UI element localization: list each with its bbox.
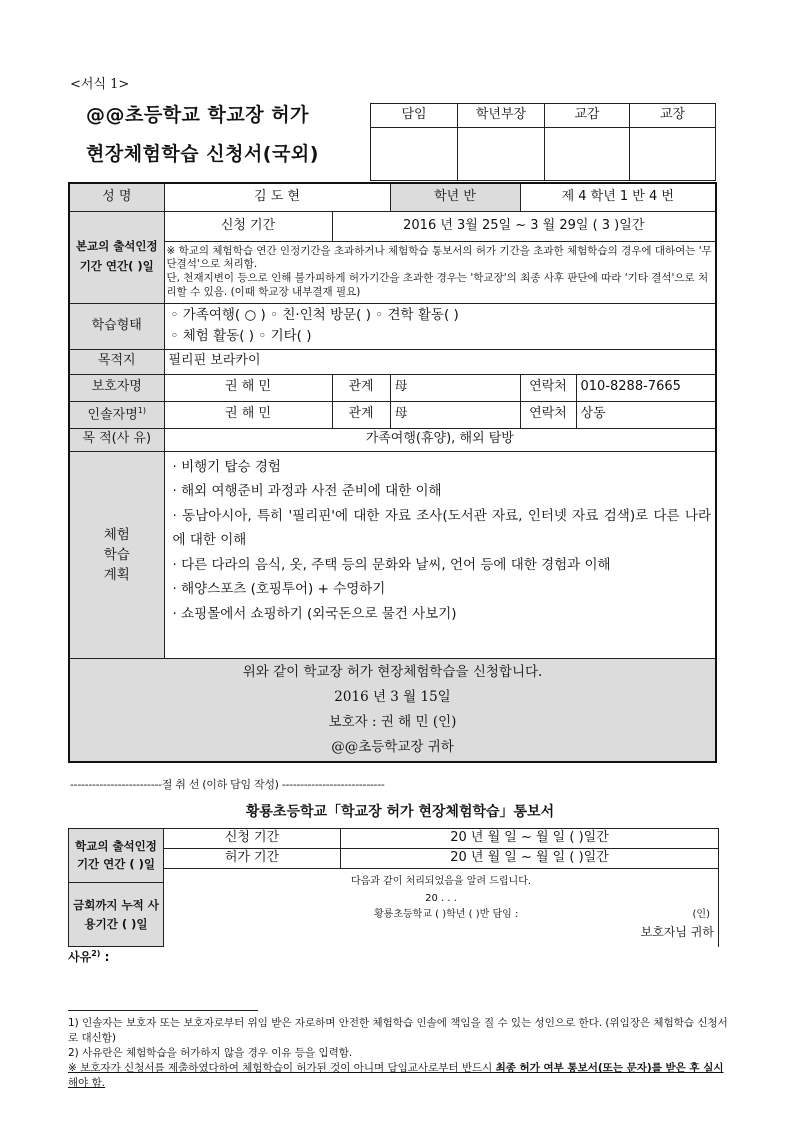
declaration-recipient: @@초등학교장 귀하 [331,738,454,755]
plan-item-5: · 해양스포츠 (호핑투어) + 수영하기 [172,581,386,597]
reason-footnote-ref: 2) [91,949,101,958]
escort-contact[interactable]: 상동 [576,401,716,428]
footnote-3 [68,1061,733,1091]
guardian-signature: 보호자 : 권 해 민 (인) [328,713,457,730]
name-label: 성 명 [69,183,164,211]
title-line1: @@초등학교 학교장 허가 [86,104,309,126]
notice-title: 황룡초등학교「학교장 허가 현장체험학습」통보서 [245,804,555,820]
destination-value[interactable]: 필리핀 보라카이 [164,349,716,374]
notice-request-label: 신청 기간 [164,829,341,849]
footnotes [68,1016,733,1091]
notice-permit-label: 허가 기간 [164,849,341,869]
escort-relation-label: 관계 [332,401,390,428]
purpose-value[interactable]: 가족여행(휴양), 해외 탐방 [164,428,716,451]
approval-table [370,103,716,181]
declaration-date: 2016 년 3 월 15일 [334,688,451,705]
sign-box-principal[interactable] [630,128,716,181]
attendance-notice [164,241,716,303]
notice-teacher-line [168,909,714,922]
escort-footnote-ref: 1) [137,405,146,415]
learning-type-options[interactable] [164,303,716,349]
notice-attendance-label: 학교의 출석인정 기간 연간 ( )일 [69,829,164,883]
approver-homeroom: 담임 [371,104,458,128]
purpose-label: 목 적(사 유) [69,428,164,451]
footnote-1: 1) 인솔자는 보호자 또는 보호자로부터 위임 받은 자로하며 안전한 체험학습 인솔에 책임을 질 수 있는 성인으로 한다. (위임장은 체험학습 신청서로 대신함) [68,1017,728,1044]
form-label: <서식 1> [70,77,130,92]
plan-item-3: · 동남아시아, 특히 '필리핀'에 대한 자료 조사(도서관 자료, 인터넷 자료 검색)로 다른 나라에 대한 이해 [172,507,712,548]
destination-label: 목적지 [69,349,164,374]
footnote-3-text-a: ※ 보호자가 신청서를 제출하였다하여 체험학습이 허가된 것이 아니며 담임교사로부터 반드시 [68,1062,496,1074]
reason-label-text: 사유 [68,950,92,964]
footnote-3-text-c: 해야 함. [68,1077,106,1089]
plan-item-1: · 비행기 탑승 경험 [172,458,281,475]
learning-type-label: 학습형태 [69,303,164,349]
guardian-relation[interactable]: 母 [390,374,520,401]
notice-date: 20 . . . [425,892,457,904]
notice-teacher: 황룡초등학교 ( )학년 ( )반 담임 : [374,909,519,920]
escort-relation[interactable]: 母 [390,401,520,428]
reason-colon: : [100,950,110,964]
notice-permit-value[interactable]: 20 년 월 일 ~ 월 일 ( )일간 [341,849,719,869]
grade-class-number[interactable]: 제 4 학년 1 반 4 번 [520,183,716,211]
footnote-3-bold: 최종 허가 여부 통보서(또는 문자)를 받은 후 실시 [495,1062,724,1074]
request-period[interactable]: 2016 년 3월 25일 ~ 3 월 29일 ( 3 )일간 [332,211,716,241]
notice-body [164,869,719,947]
guardian-relation-label: 관계 [332,374,390,401]
declaration-text: 위와 같이 학교장 허가 현장체험학습을 신청합니다. [242,663,543,680]
footnote-divider [68,1010,258,1011]
student-name[interactable]: 김 도 현 [164,183,390,211]
plan-content[interactable] [164,451,716,658]
notice-text-1: ※ 학교의 체험학습 연간 인정기간을 초과하거나 체험학습 통보서의 허가 기간을 초과한 체험학습의 경우에 대하여는 '무단결석'으로 처리함. [166,244,712,271]
footnote-2: 2) 사유란은 체험학습을 허가하지 않을 경우 이유 등을 입력함. [68,1047,353,1059]
guardian-contact[interactable]: 010-8288-7665 [576,374,716,401]
notice-table [68,828,719,947]
notice-seal: (인) [692,909,710,920]
plan-label [69,451,164,658]
period-label: 신청 기간 [164,211,332,241]
plan-label-text: 체험 학습 계획 [103,526,130,583]
notice-result-text: 다음과 같이 처리되었음을 알려 드립니다. [350,876,532,887]
grade-label: 학년 반 [390,183,520,211]
application-table [68,182,717,763]
cumulative-label: 금회까지 누적 사용기간 ( )일 [69,883,164,947]
attendance-label: 본교의 출석인정 기간 연간( )일 [69,211,164,303]
plan-item-2: · 해외 여행준비 과정과 사전 준비에 대한 이해 [172,483,442,499]
escort-contact-label: 연락처 [520,401,576,428]
guardian-name[interactable]: 권 해 민 [164,374,332,401]
approver-grade-head: 학년부장 [458,104,545,128]
title-line2: 현장체험학습 신청서(국외) [86,143,319,165]
learning-type-line2: ◦ 체험 활동( ) ◦ 기타( ) [170,328,312,344]
sign-box-vice-principal[interactable] [545,128,630,181]
notice-request-value[interactable]: 20 년 월 일 ~ 월 일 ( )일간 [341,829,719,849]
learning-type-line1: ◦ 가족여행( ○ ) ◦ 친·인척 방문( ) ◦ 견학 활동( ) [170,307,459,323]
approver-vice-principal: 교감 [545,104,630,128]
reason-label [68,948,109,965]
plan-item-6: · 쇼핑몰에서 쇼핑하기 (외국돈으로 물건 사보기) [172,605,457,622]
escort-label-text: 인솔자명 [87,407,138,423]
guardian-label: 보호자명 [69,374,164,401]
escort-label [69,401,164,428]
approver-principal: 교장 [630,104,716,128]
declaration-block [69,658,716,762]
notice-recipient: 보호자님 귀하 [640,924,714,939]
cut-line: -------------------------절 취 선 (이하 담임 작성) ---------------------------- [70,778,385,791]
guardian-contact-label: 연락처 [520,374,576,401]
plan-item-4: · 다른 다라의 음식, 옷, 주택 등의 문화와 날씨, 언어 등에 대한 경험과 이해 [172,556,611,573]
notice-text-2: 단, 천재지변이 등으로 인해 불가피하게 허가기간을 초과한 경우는 '학교장'의 최종 사후 판단에 따라 '기타 결석'으로 처리할 수 있음. (이때 학교장 내부결재 필요) [166,272,709,298]
escort-name[interactable]: 권 해 민 [164,401,332,428]
sign-box-homeroom[interactable] [371,128,458,181]
sign-box-grade-head[interactable] [458,128,545,181]
